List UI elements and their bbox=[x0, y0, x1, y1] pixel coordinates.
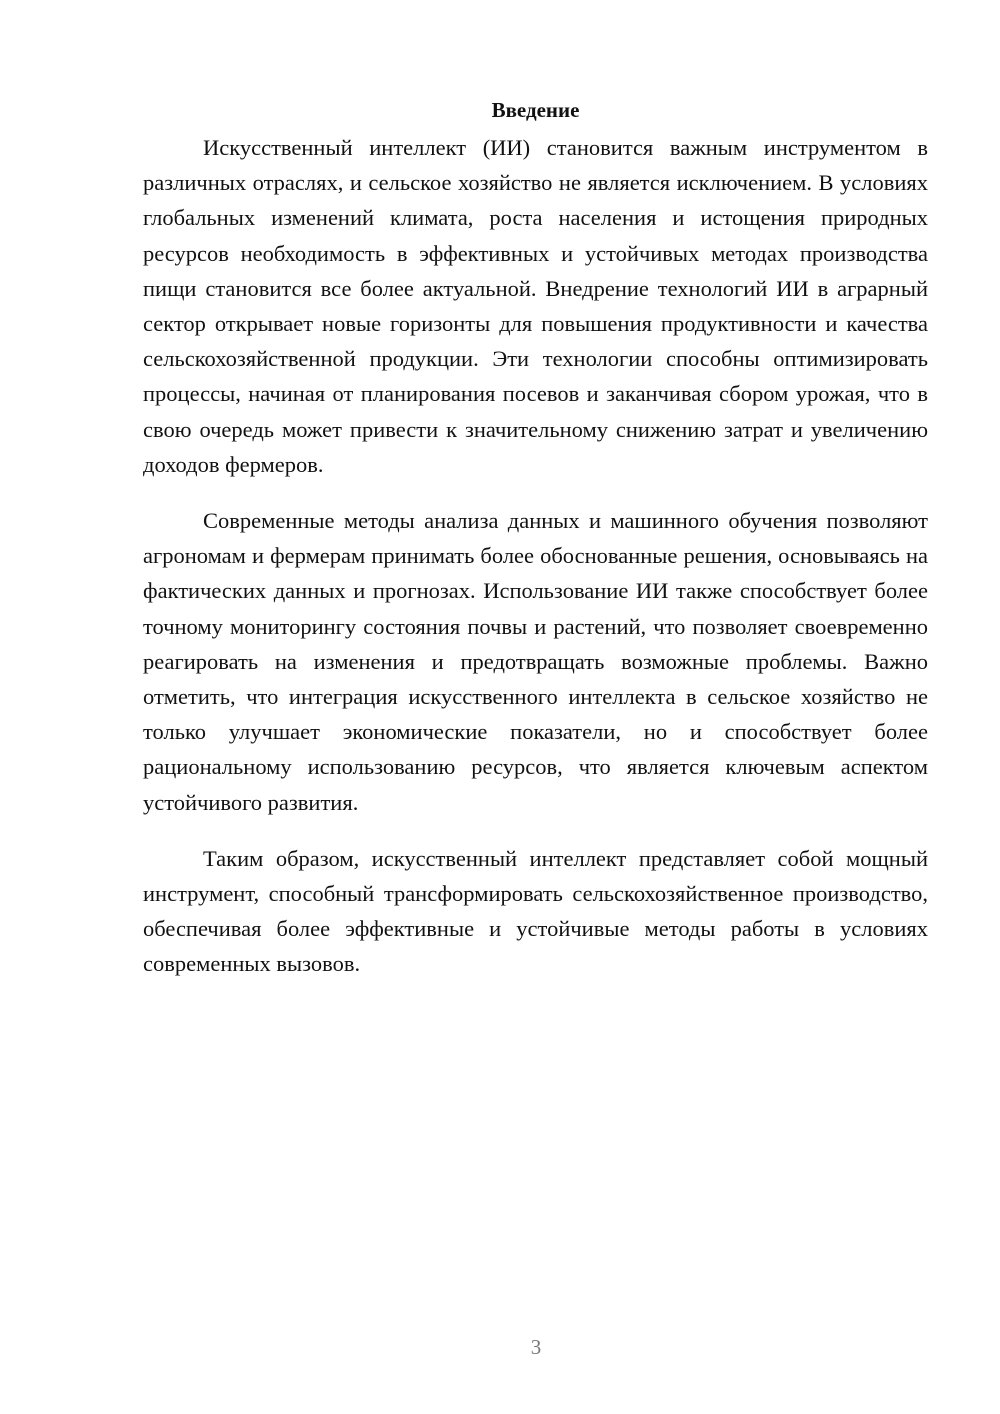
paragraph-conclusion: Таким образом, искусственный интеллект представляет собой мощный инструмент, способный трансформировать сельскохозяйственное производство, обеспечивая более эффективные и устойчивые методы работы в условиях современных вызовов. bbox=[143, 845, 928, 977]
paragraph-intro: Искусственный интеллект (ИИ) становится важным инструментом в различных отраслях, и сельское хозяйство не является исключением. В условиях глобальных изменений климата, роста населения и истощения природных ресурсов необходимость в эффективных и устойчивых методах производства пищи становится все более актуальной. Внедрение технологий ИИ в аграрный сектор открывает новые горизонты для повышения продуктивности и качества сельскохозяйственной продукции. Эти технологии способны оптимизировать процессы, начиная от планирования посевов и заканчивая сбором урожая, что в свою очередь может привести к значительному снижению затрат и увеличению доходов фермеров. bbox=[143, 135, 928, 477]
page-content bbox=[143, 92, 928, 982]
page-number: 3 bbox=[530, 1335, 542, 1359]
section-heading: Введение bbox=[491, 98, 580, 122]
paragraph-methods: Современные методы анализа данных и машинного обучения позволяют агрономам и фермерам принимать более обоснованные решения, основываясь на фактических данных и прогнозах. Использование ИИ также способствует более точному мониторингу состояния почвы и растений, что позволяет своевременно реагировать на изменения и предотвращать возможные проблемы. Важно отметить, что интеграция искусственного интеллекта в сельское хозяйство не только улучшает экономические показатели, но и способствует более рациональному использованию ресурсов, что является ключевым аспектом устойчивого развития. bbox=[143, 508, 928, 815]
